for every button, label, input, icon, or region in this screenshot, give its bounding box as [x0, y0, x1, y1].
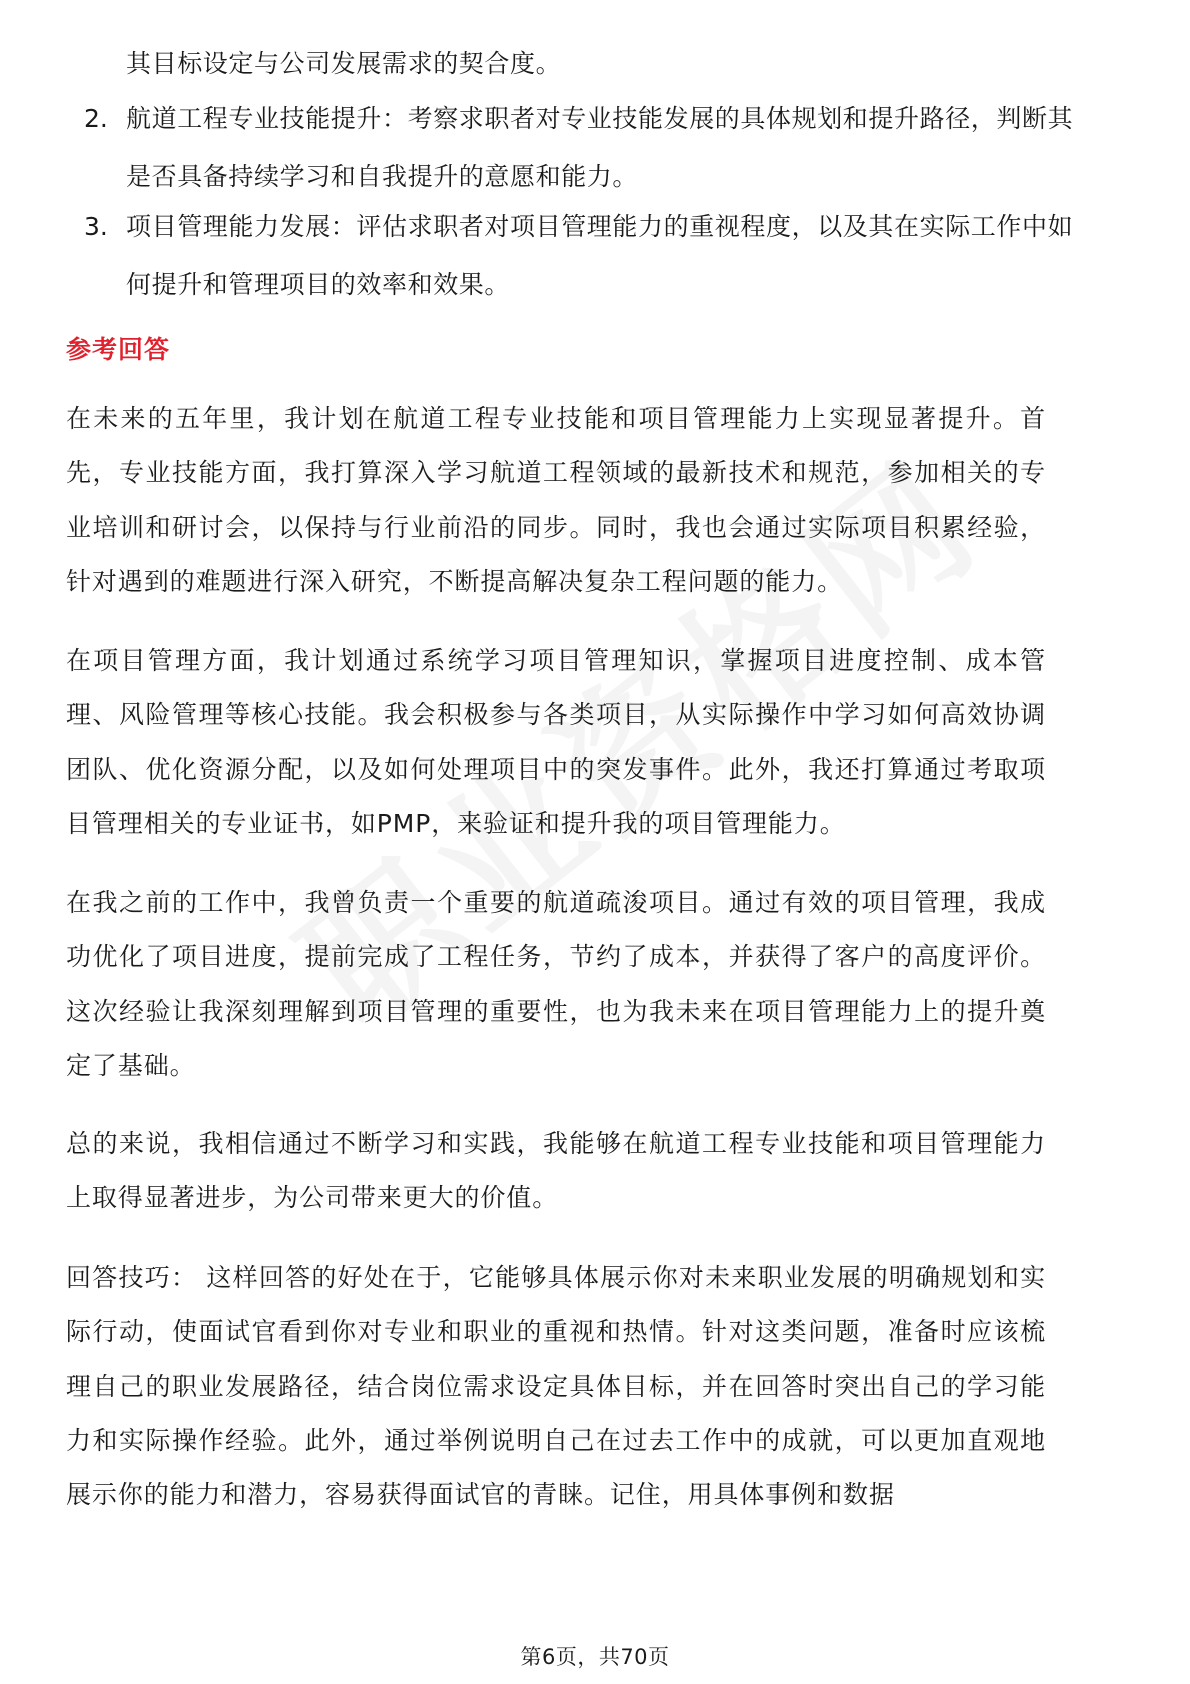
- page-footer: 第6页，共70页: [520, 1645, 670, 1669]
- section-heading: 参考回答: [66, 335, 171, 364]
- paragraph: 总的来说，我相信通过不断学习和实践，我能够在航道工程专业技能和项目管理能力上取得显著进步，为公司带来更大的价值。: [66, 1129, 1046, 1213]
- paragraph: 回答技巧： 这样回答的好处在于，它能够具体展示你对未来职业发展的明确规划和实际行动，使面试官看到你对专业和职业的重视和热情。针对这类问题，准备时应该梳理自己的职业发展路径，结合岗位需求设定具体目标，并在回答时突出自己的学习能力和实际操作经验。此外，通过举例说明自己在过去工作中的成就，可以更加直观地展示你的能力和潜力，容易获得面试官的青睐。记住，用具体事例和数据: [66, 1263, 1046, 1510]
- list-number: 3.: [84, 212, 108, 241]
- list-text: 航道工程专业技能提升：考察求职者对专业技能发展的具体规划和提升路径，判断其是否具备持续学习和自我提升的意愿和能力。: [126, 104, 1074, 191]
- paragraph: 在未来的五年里，我计划在航道工程专业技能和项目管理能力上实现显著提升。首先，专业技能方面，我打算深入学习航道工程领域的最新技术和规范，参加相关的专业培训和研讨会，以保持与行业前沿的同步。同时，我也会通过实际项目积累经验，针对遇到的难题进行深入研究，不断提高解决复杂工程问题的能力。: [66, 404, 1046, 596]
- intro-line: 其目标设定与公司发展需求的契合度。: [126, 49, 562, 78]
- list-number: 2.: [84, 104, 108, 133]
- paragraph: 在我之前的工作中，我曾负责一个重要的航道疏浚项目。通过有效的项目管理，我成功优化了项目进度，提前完成了工程任务，节约了成本，并获得了客户的高度评价。这次经验让我深刻理解到项目管理的重要性，也为我未来在项目管理能力上的提升奠定了基础。: [66, 888, 1046, 1080]
- paragraph: 在项目管理方面，我计划通过系统学习项目管理知识，掌握项目进度控制、成本管理、风险管理等核心技能。我会积极参与各类项目，从实际操作中学习如何高效协调团队、优化资源分配，以及如何处理项目中的突发事件。此外，我还打算通过考取项目管理相关的专业证书，如PMP，来验证和提升我的项目管理能力。: [66, 646, 1046, 838]
- list-text: 项目管理能力发展：评估求职者对项目管理能力的重视程度，以及其在实际工作中如何提升和管理项目的效率和效果。: [126, 212, 1074, 299]
